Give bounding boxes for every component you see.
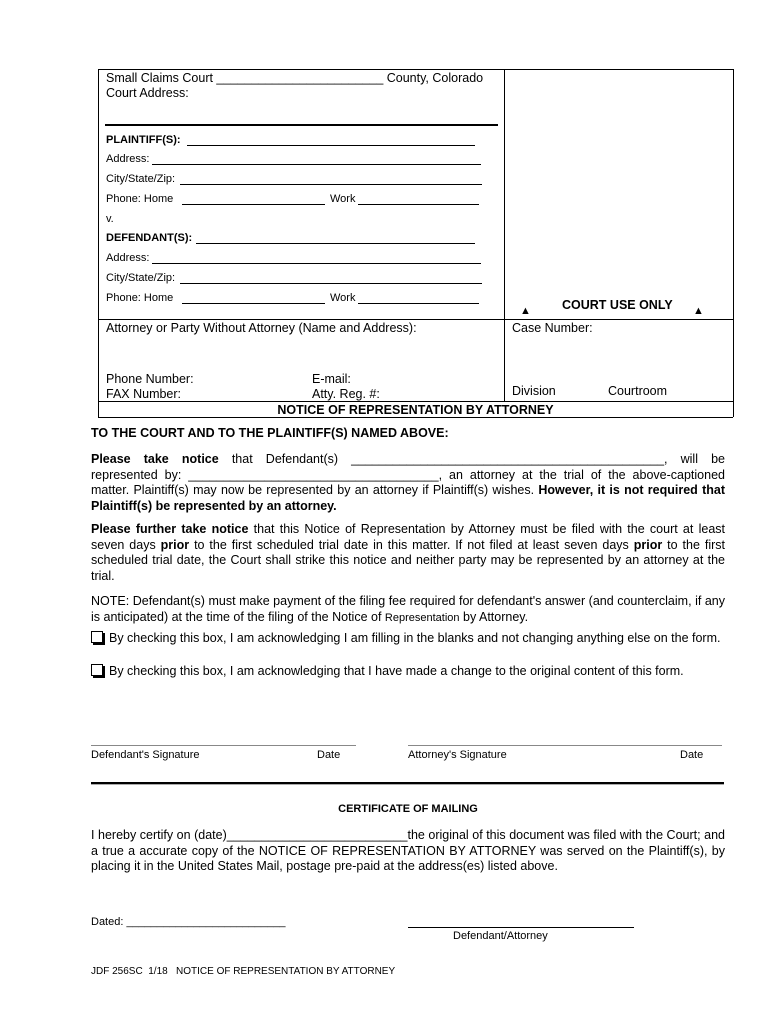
further-notice-text-c: to the first scheduled trial date, the Court shall strike this notice and neither party may be represented by an attorney at the trial. [91,537,725,583]
attorney-label: Attorney or Party Without Attorney (Name and Address): [106,321,417,335]
note-paragraph [91,594,725,626]
attorney-signature-line[interactable] [408,745,722,746]
notice-paragraph [91,452,725,514]
case-number-label: Case Number: [512,321,593,335]
notice-text: that Defendant(s) _____________________________________________, will be represented by: ____________________________________, an attorney at the trial of the above-captioned matter. Plaintiff(s) may now be represented by an attorney if Plaintiff(s) wishes. [91,452,725,497]
checkbox-row-2 [91,664,725,680]
box-bottom-border [98,417,733,418]
plaintiff-label: PLAINTIFF(S): [106,134,181,146]
plaintiff-city-label: City/State/Zip: [106,173,176,185]
defendant-home-phone-field[interactable] [182,303,325,304]
plaintiff-city-field[interactable] [180,184,482,185]
division-label: Division [512,384,556,398]
plaintiff-work-phone-field[interactable] [358,204,479,205]
court-use-only-label: COURT USE ONLY [562,298,673,312]
form-title: NOTICE OF REPRESENTATION BY ATTORNEY [277,403,554,417]
plaintiff-address-label: Address: [106,153,150,165]
notice-bold-tail: However, it is not required that Plaintiff(s) be represented by an attorney. [91,483,725,513]
box-left-border [98,69,99,417]
further-notice-text-b: to the first scheduled trial date in this matter. If not filed at least seven days [189,537,634,552]
defendant-signature-label: Defendant's Signature [91,749,200,761]
changed-checkbox[interactable] [91,664,103,676]
further-notice-text-a: that this Notice of Representation by Attorney must be filed with the court at least seven days [91,522,725,552]
defendant-address-label: Address: [106,252,150,264]
certificate-title: CERTIFICATE OF MAILING [338,803,478,815]
defendant-label: DEFENDANT(S): [106,232,193,244]
defendant-address-field[interactable] [152,263,481,264]
checkbox-1-label: By checking this box, I am acknowledging I am filling in the blanks and not changing anything else on the form. [109,631,721,645]
plaintiff-address-field[interactable] [152,164,481,165]
box-title-divider [98,401,733,402]
plaintiff-field[interactable] [187,145,475,146]
defendant-phone-label: Phone: Home [106,292,174,304]
court-line: Small Claims Court ________________________ County, Colorado [106,71,484,85]
prior-bold-2: prior [633,537,663,552]
prior-bold-1: prior [160,537,190,552]
checkbox-2-label: By checking this box, I am acknowledging that I have made a change to the original content of this form. [109,664,684,678]
courtroom-label: Courtroom [608,384,668,398]
phone-number-label: Phone Number: [106,372,194,386]
court-address-rule [105,124,498,126]
no-change-checkbox[interactable] [91,631,103,643]
up-arrow-icon-left: ▲ [520,305,531,317]
defendant-signature-line[interactable] [91,745,356,746]
defendant-city-label: City/State/Zip: [106,272,176,284]
further-notice-bold-lead: Please further take notice [91,522,249,536]
attorney-date-label: Date [680,749,704,761]
footer-form-id: JDF 256SC 1/18 NOTICE OF REPRESENTATION BY ATTORNEY [91,966,396,977]
certificate-signer-label: Defendant/Attorney [453,930,548,942]
certificate-text: I hereby certify on (date)__________________________the original of this document was filed with the Court; and a true a accurate copy of the NOTICE OF REPRESENTATION BY ATTORNEY was served on the Plaintiff(s), by placing it in the United States Mail, postage pre-paid at the address(es) listed above. [91,828,725,873]
defendant-date-label: Date [317,749,341,761]
attorney-signature-label: Attorney's Signature [408,749,507,761]
versus-label: v. [106,213,114,225]
defendant-work-label: Work [330,292,356,304]
defendant-work-phone-field[interactable] [358,303,479,304]
dated-field: Dated: __________________________ [91,916,286,928]
note-text-small: Representation [384,611,460,624]
atty-reg-label: Atty. Reg. #: [312,387,380,401]
up-arrow-icon-right: ▲ [693,305,704,317]
defendant-field[interactable] [196,243,475,244]
box-middle-divider [504,69,505,401]
email-label: E-mail: [312,372,351,386]
box-top-border [98,69,733,70]
note-text-b: by Attorney. [459,609,529,624]
checkbox-row-1 [91,631,725,647]
court-address-label: Court Address: [106,86,189,100]
to-court-heading: TO THE COURT AND TO THE PLAINTIFF(S) NAMED ABOVE: [91,426,449,440]
fax-number-label: FAX Number: [106,387,182,401]
defendant-city-field[interactable] [180,283,482,284]
section-divider [91,782,724,784]
plaintiff-work-label: Work [330,193,356,205]
plaintiff-phone-label: Phone: Home [106,193,174,205]
box-row-divider [98,319,733,320]
box-right-border [733,69,734,417]
further-notice-paragraph [91,522,725,584]
certificate-signature-line[interactable] [408,927,634,928]
notice-bold-lead: Please take notice [91,452,219,466]
note-text-a: NOTE: Defendant(s) must make payment of the filing fee required for defendant's answer (and counterclaim, if any is anticipated) at the time of the filing of the Notice of [91,594,725,624]
plaintiff-home-phone-field[interactable] [182,204,325,205]
